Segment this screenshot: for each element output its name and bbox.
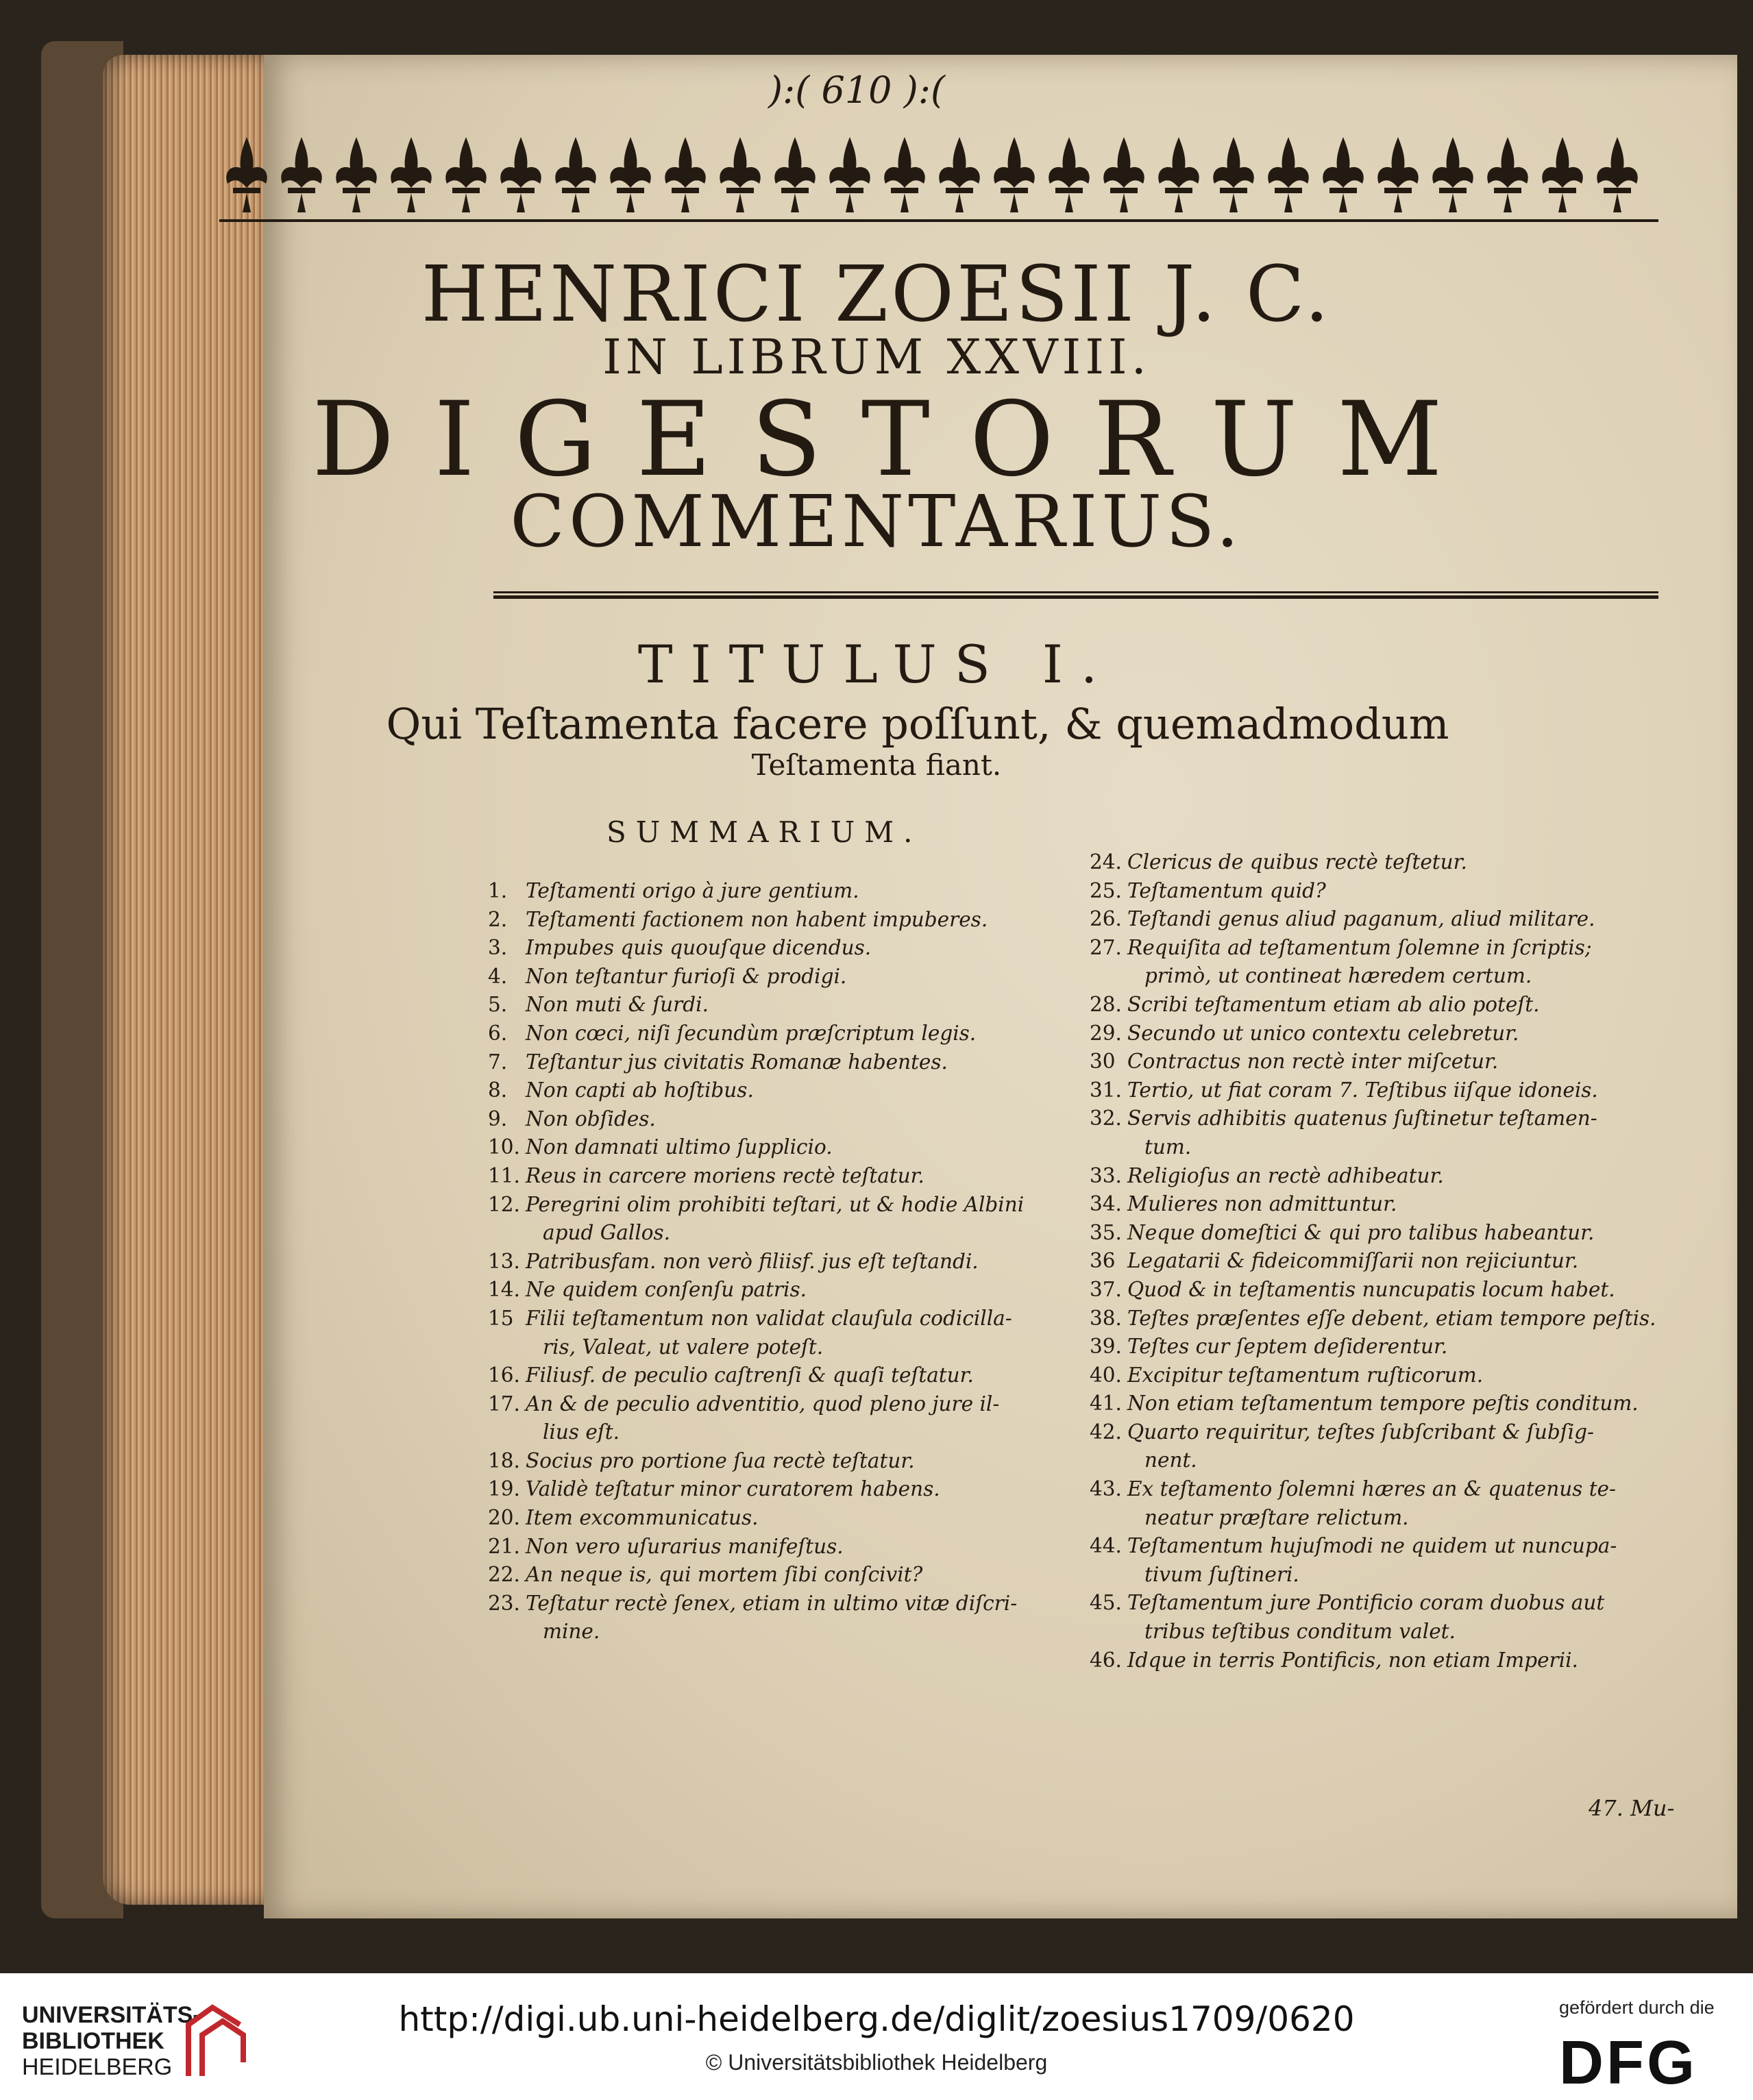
summary-item	[1090, 1532, 1665, 1561]
summary-item-text: Mulieres non admittuntur.	[1127, 1192, 1397, 1216]
summary-item	[1090, 1076, 1665, 1105]
summary-item-text: Quarto requiritur, teſtes ſubſcribant & ſubſig-	[1127, 1420, 1594, 1444]
summary-item-text: Contractus non rectè inter miſcetur.	[1127, 1050, 1499, 1074]
summary-item-text: Neque domeſtici & qui pro talibus habeantur.	[1127, 1220, 1595, 1244]
summary-item-text: Peregrini olim prohibiti teſtari, ut & hodie Albini	[526, 1192, 1025, 1216]
summary-item	[488, 963, 1036, 991]
summary-item-text: Non obſides.	[526, 1107, 656, 1131]
summary-item-number: 1.	[488, 879, 508, 902]
summary-item-text: Ne quidem conſenſu patris.	[526, 1278, 807, 1302]
summary-item-number: 35.	[1090, 1220, 1122, 1244]
summary-item-number: 41.	[1090, 1392, 1122, 1416]
summary-item-number: 8.	[488, 1078, 508, 1102]
summary-item	[488, 1276, 1036, 1305]
summary-item-text: Reus in carcere moriens rectè teſtatur.	[526, 1163, 924, 1187]
title-heading: TITULUS I.	[637, 634, 1116, 695]
summary-item	[488, 1248, 1036, 1276]
summary-item-continuation: mine.	[543, 1620, 600, 1644]
summary-item-number: 46.	[1090, 1648, 1122, 1672]
summary-item	[488, 1162, 1036, 1191]
summary-item-continuation: nent.	[1144, 1448, 1197, 1472]
summary-item	[488, 1504, 1036, 1533]
summary-item	[1090, 848, 1665, 877]
summary-item-text: Teſtandi genus aliud paganum, aliud militare.	[1127, 907, 1595, 931]
summary-item	[1090, 1219, 1665, 1248]
summary-item-number: 5.	[488, 993, 508, 1017]
summary-item-text: Socius pro portione ſua rectè teſtatur.	[526, 1448, 915, 1472]
summary-item	[1090, 1305, 1665, 1333]
summary-item-text: Non etiam teſtamentum tempore peſtis conditum.	[1127, 1392, 1639, 1416]
summary-item	[488, 1105, 1036, 1134]
summary-item-number: 3.	[488, 936, 508, 960]
title-subheading-line1: Qui Teſtamenta facere poſſunt, & quemadmodum	[386, 699, 1449, 749]
summary-item	[488, 1191, 1036, 1220]
summary-item-number: 34.	[1090, 1192, 1122, 1216]
summary-item-text: Teſtatur rectè ſenex, etiam in ultimo vitæ diſcri-	[526, 1591, 1018, 1615]
summary-item-number: 4.	[488, 964, 508, 988]
summary-item-number: 45.	[1090, 1591, 1122, 1615]
summary-item-number: 7.	[488, 1050, 508, 1074]
summary-item-text: Requiſita ad teſtamentum ſolemne in ſcriptis;	[1127, 935, 1592, 959]
summary-item-number: 9.	[488, 1107, 508, 1131]
dfg-logo[interactable]: DFG	[1559, 2029, 1697, 2097]
summary-item-number: 22.	[488, 1563, 520, 1587]
summary-item-text: Item excommunicatus.	[526, 1506, 759, 1530]
ub-logo-line3: HEIDELBERG	[22, 2054, 173, 2080]
summary-item	[1090, 905, 1665, 934]
summary-item-number: 12.	[488, 1192, 520, 1216]
summary-item	[1090, 877, 1665, 906]
fleuron-ornament-band	[219, 116, 1658, 267]
summary-item-text: Teſtes præſentes eſſe debent, etiam tempore peſtis.	[1127, 1306, 1656, 1330]
ub-logo-line2: BIBLIOTHEK	[22, 2028, 164, 2054]
summary-item-text: Filiusf. de peculio caſtrenſi & quaſi teſtatur.	[526, 1363, 974, 1387]
summary-item	[1090, 1020, 1665, 1048]
summary-item-continuation: primò, ut contineat hæredem certum.	[1144, 964, 1532, 988]
summary-item	[1090, 1048, 1665, 1076]
summary-item	[488, 1475, 1036, 1504]
summary-item-text: Validè teſtatur minor curatorem habens.	[526, 1477, 940, 1501]
summary-item-text: Secundo ut unico contextu celebretur.	[1127, 1021, 1519, 1045]
summary-item-text: Non teſtantur furioſi & prodigi.	[526, 964, 847, 988]
summary-item-number: 24.	[1090, 850, 1122, 874]
work-title: DIGESTORUM	[312, 380, 1482, 499]
summary-item-number: 21.	[488, 1534, 520, 1558]
summary-item	[1090, 1162, 1665, 1191]
summary-item-text: Impubes quis quouſque dicendus.	[526, 936, 872, 960]
summary-item	[1090, 1104, 1665, 1133]
summary-item	[488, 1447, 1036, 1476]
book-number-heading: IN LIBRUM XXVIII.	[602, 329, 1151, 385]
summary-item	[488, 906, 1036, 935]
summary-item	[1090, 991, 1665, 1020]
summary-item-number: 32.	[1090, 1107, 1122, 1131]
funding-note: gefördert durch die	[1559, 1997, 1715, 2018]
summary-item	[488, 1390, 1036, 1419]
summary-item	[1090, 1361, 1665, 1390]
summary-item-number: 20.	[488, 1506, 520, 1530]
title-subheading-line2: Teſtamenta fiant.	[751, 748, 1002, 782]
summary-item-text: Clericus de quibus rectè teſtetur.	[1127, 850, 1467, 874]
summary-item-number: 23.	[488, 1591, 520, 1615]
summary-item-number: 26.	[1090, 907, 1122, 931]
summary-item	[1090, 1418, 1665, 1447]
page-number: ):( 610 ):(	[768, 69, 946, 112]
summary-item	[488, 934, 1036, 963]
summary-item-number: 27.	[1090, 935, 1122, 959]
summary-item-number: 15	[488, 1306, 514, 1330]
summary-item-number: 2.	[488, 907, 508, 931]
summary-item	[488, 1533, 1036, 1561]
summary-item	[488, 1020, 1036, 1048]
summary-item-continuation: lius eſt.	[543, 1420, 620, 1444]
summary-item-number: 17.	[488, 1392, 520, 1416]
summary-item-number: 18.	[488, 1448, 520, 1472]
summary-item-text: Patribusfam. non verò filiisf. jus eſt teſtandi.	[526, 1249, 979, 1273]
summary-item	[488, 1305, 1036, 1333]
summary-left-column	[488, 877, 1036, 1646]
summary-item-number: 33.	[1090, 1163, 1122, 1187]
summary-item-number: 38.	[1090, 1306, 1122, 1330]
summary-item-text: Excipitur teſtamentum ruſticorum.	[1127, 1363, 1484, 1387]
summary-item	[1090, 1475, 1665, 1504]
genre-heading: COMMENTARIUS.	[510, 480, 1243, 563]
summary-item-text: Legatarii & fideicommiſſarii non rejiciuntur.	[1127, 1249, 1579, 1273]
author-heading: HENRICI ZOESII J. C.	[421, 250, 1332, 339]
summary-item-text: Teſtamentum quid?	[1127, 878, 1326, 902]
summary-item-text: Religioſus an rectè adhibeatur.	[1127, 1163, 1444, 1187]
summary-right-column	[1090, 848, 1665, 1675]
summary-item-number: 16.	[488, 1363, 520, 1387]
summary-item-number: 13.	[488, 1249, 520, 1273]
summary-item-text: Tertio, ut fiat coram 7. Teſtibus iiſque idoneis.	[1127, 1078, 1598, 1102]
summary-item-number: 14.	[488, 1278, 520, 1302]
summary-item-text: Teſtamentum jure Pontificio coram duobus aut	[1127, 1591, 1605, 1615]
summary-item-continuation: tum.	[1144, 1135, 1192, 1159]
summary-item-text: Idque in terris Pontificis, non etiam Imperii.	[1127, 1648, 1578, 1672]
summary-item-text: Teſtamenti origo à jure gentium.	[526, 879, 859, 902]
summary-item	[1090, 1333, 1665, 1361]
summary-item-text: Non muti & ſurdi.	[526, 993, 709, 1017]
footer-bar	[0, 1973, 1753, 2100]
summary-item-number: 30	[1090, 1050, 1116, 1074]
summary-item-number: 28.	[1090, 992, 1122, 1016]
summary-item-number: 36	[1090, 1249, 1116, 1273]
summary-item	[488, 1361, 1036, 1390]
summary-item-continuation: tribus teſtibus conditum valet.	[1144, 1620, 1456, 1644]
summary-item	[488, 1133, 1036, 1162]
summary-item-text: Non capti ab hoſtibus.	[526, 1078, 754, 1102]
summary-item	[488, 1590, 1036, 1618]
summary-item-continuation: tivum ſuſtineri.	[1144, 1562, 1299, 1586]
summary-item-text: Teſtamentum hujuſmodi ne quidem ut nuncupa-	[1127, 1534, 1617, 1558]
summary-item	[1090, 1190, 1665, 1219]
summary-item-text: Quod & in teſtamentis nuncupatis locum habet.	[1127, 1277, 1615, 1301]
summary-heading: SUMMARIUM.	[606, 815, 922, 849]
summary-item-text: Teſtes cur ſeptem deſiderentur.	[1127, 1335, 1448, 1359]
decorative-rule	[493, 589, 1658, 600]
summary-item-text: Teſtamenti factionem non habent impuberes.	[526, 907, 988, 931]
summary-item-continuation: neatur præſtare relictum.	[1144, 1505, 1409, 1529]
summary-item	[1090, 1389, 1665, 1418]
summary-item	[488, 1561, 1036, 1590]
summary-item	[1090, 934, 1665, 963]
summary-item	[488, 991, 1036, 1020]
summary-item-number: 37.	[1090, 1277, 1122, 1301]
summary-item-number: 39.	[1090, 1335, 1122, 1359]
summary-item-text: An & de peculio adventitio, quod pleno jure il-	[526, 1392, 1000, 1416]
summary-item	[1090, 1589, 1665, 1618]
summary-item-text: Filii teſtamentum non validat clauſula codicilla-	[526, 1306, 1012, 1330]
catchword: 47. Mu-	[1589, 1795, 1675, 1821]
summary-item-number: 31.	[1090, 1078, 1122, 1102]
summary-item	[1090, 1276, 1665, 1305]
summary-item-number: 43.	[1090, 1477, 1122, 1501]
summary-item-number: 10.	[488, 1135, 520, 1159]
summary-item-number: 6.	[488, 1021, 508, 1045]
summary-item-text: An neque is, qui mortem ſibi conſcivit?	[526, 1563, 923, 1587]
summary-item	[488, 1048, 1036, 1077]
permalink-url[interactable]: http://digi.ub.uni-heidelberg.de/diglit/zoesius1709/0620	[398, 1999, 1355, 2039]
summary-item-text: Non damnati ultimo ſupplicio.	[526, 1135, 833, 1159]
summary-item	[1090, 1247, 1665, 1276]
summary-item-number: 42.	[1090, 1420, 1122, 1444]
summary-item	[488, 1076, 1036, 1105]
summary-item-number: 19.	[488, 1477, 520, 1501]
summary-item-continuation: ris, Valeat, ut valere poteſt.	[543, 1335, 824, 1359]
summary-item-number: 25.	[1090, 878, 1122, 902]
summary-item-number: 40.	[1090, 1363, 1122, 1387]
summary-item-text: Teſtantur jus civitatis Romanæ habentes.	[526, 1050, 948, 1074]
summary-item-number: 29.	[1090, 1021, 1122, 1045]
summary-item-text: Ex teſtamento ſolemni hæres an & quatenus te-	[1127, 1477, 1616, 1501]
summary-item-continuation: apud Gallos.	[543, 1221, 671, 1245]
summary-item-number: 44.	[1090, 1534, 1122, 1558]
ub-logo-line1: UNIVERSITÄTS-	[22, 2002, 201, 2028]
summary-item-text: Servis adhibitis quatenus ſuſtinetur teſtamen-	[1127, 1107, 1597, 1131]
summary-item-number: 11.	[488, 1163, 520, 1187]
summary-item	[488, 877, 1036, 906]
summary-item-text: Non vero uſurarius manifeſtus.	[526, 1534, 844, 1558]
summary-item	[1090, 1646, 1665, 1675]
summary-item-text: Scribi teſtamentum etiam ab alio poteſt.	[1127, 992, 1540, 1016]
copyright-notice: © Universitätsbibliothek Heidelberg	[705, 2050, 1048, 2075]
summary-item-text: Non cœci, niſi ſecundùm præſcriptum legis.	[526, 1021, 977, 1045]
